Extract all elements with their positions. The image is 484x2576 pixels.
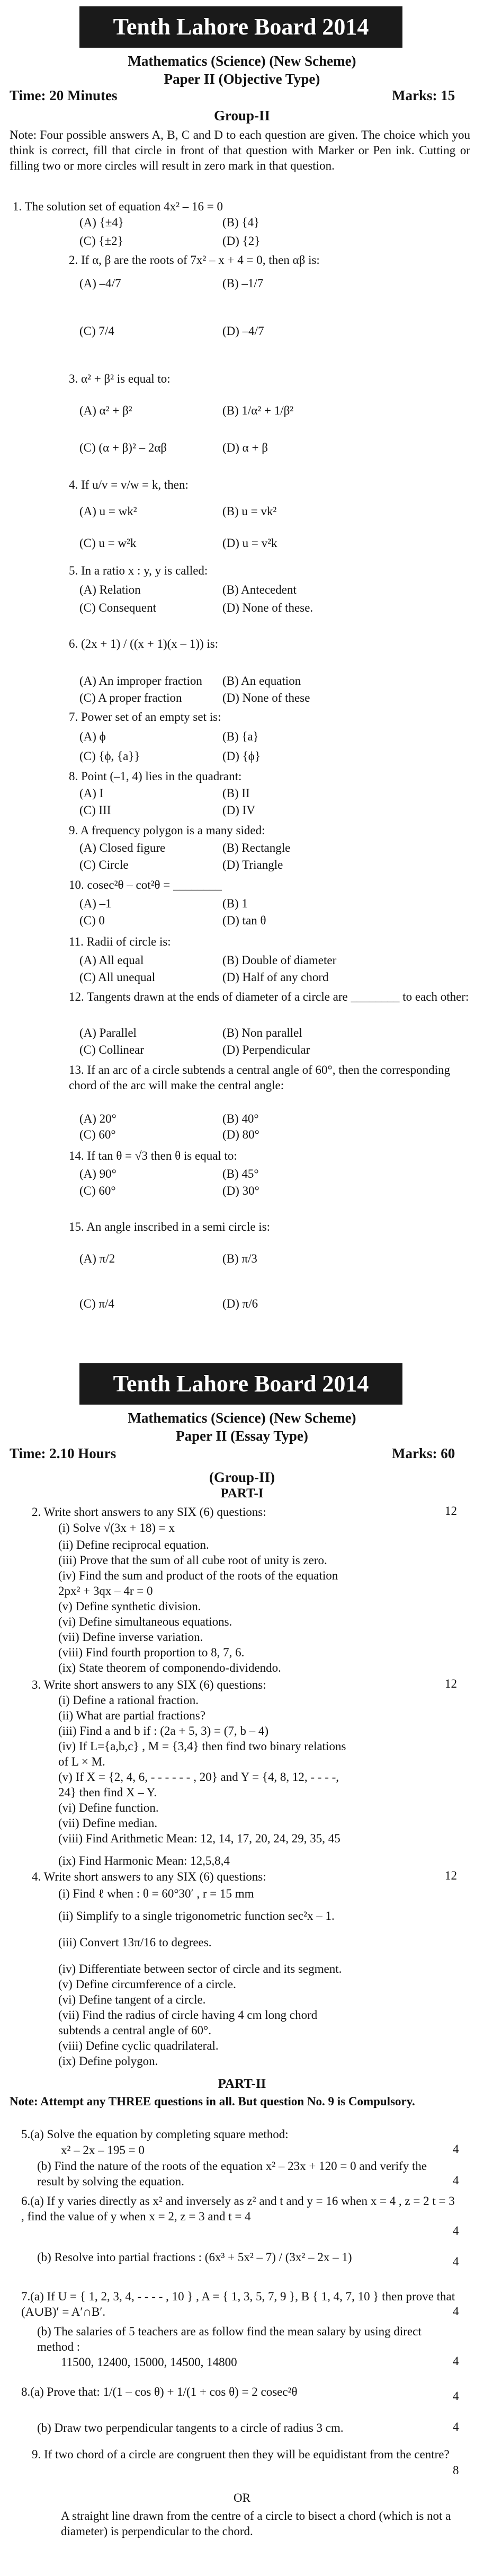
q6-part-a-marks: 4 bbox=[453, 2224, 459, 2237]
question-9: 9. A frequency polygon is a many sided: bbox=[69, 824, 265, 837]
q14-option-b: (B) 45° bbox=[222, 1167, 259, 1180]
q13-option-a: (A) 20° bbox=[79, 1112, 116, 1125]
q5-part-a-equation: x² – 2x – 195 = 0 bbox=[61, 2143, 145, 2157]
q3-item: (iii) Find a and b if : (2a + 5, 3) = (7, b – 4) bbox=[58, 1724, 269, 1737]
question-1: 1. The solution set of equation 4x² – 16 = 0 bbox=[13, 200, 223, 213]
q4-option-a: (A) u = wk² bbox=[79, 505, 137, 518]
paper1-subject: Mathematics (Science) (New Scheme) bbox=[128, 53, 356, 69]
q10-option-c: (C) 0 bbox=[79, 914, 105, 927]
q6-option-d: (D) None of these bbox=[222, 691, 310, 704]
q1-option-a: (A) {±4} bbox=[79, 216, 124, 229]
q15-option-c: (C) π/4 bbox=[79, 1297, 114, 1310]
q1-option-b: (B) {4} bbox=[222, 216, 259, 229]
q6-part-a: 6.(a) If y varies directly as x² and inversely as z² and t and y = 16 when x = 4 , z = 2 t = 3 , find the value of y when x = 2, z = 3 and t = 4 bbox=[21, 2194, 455, 2223]
q7-part-b: (b) The salaries of 5 teachers are as follow find the mean salary by using direct method : bbox=[37, 2325, 422, 2353]
q9-option-c: (C) Circle bbox=[79, 858, 129, 871]
question-9-marks: 8 bbox=[453, 2464, 459, 2477]
q3-item: (v) If X = {2, 4, 6, - - - - - - , 20} and Y = {4, 8, 12, - - - -, bbox=[58, 1770, 339, 1784]
q3-item: of L × M. bbox=[58, 1755, 105, 1768]
q8-option-d: (D) IV bbox=[222, 804, 255, 817]
q13-option-c: (C) 60° bbox=[79, 1128, 116, 1141]
paper2-group: (Group-II) bbox=[209, 1469, 275, 1485]
q3-option-a: (A) α² + β² bbox=[79, 404, 132, 417]
q1-option-c: (C) {±2} bbox=[79, 234, 123, 248]
question-12: 12. Tangents drawn at the ends of diameter of a circle are ________ to each other: bbox=[69, 990, 469, 1003]
q2-item: (iii) Prove that the sum of all cube root of unity is zero. bbox=[58, 1554, 327, 1567]
part-2-heading: PART-II bbox=[218, 2077, 266, 2091]
q4-item: (v) Define circumference of a circle. bbox=[58, 1978, 236, 1991]
part-1-heading: PART-I bbox=[220, 1486, 264, 1501]
question-13: 13. If an arc of a circle subtends a central angle of 60°, then the corresponding chord of the arc will make the central angle: bbox=[69, 1063, 450, 1092]
q12-option-c: (C) Collinear bbox=[79, 1043, 144, 1056]
q4-item: (i) Find ℓ when : θ = 60°30′ , r = 15 mm bbox=[58, 1887, 254, 1900]
q2-item: (vii) Define inverse variation. bbox=[58, 1630, 203, 1644]
q6-option-b: (B) An equation bbox=[222, 674, 301, 687]
q2-option-b: (B) –1/7 bbox=[222, 277, 264, 290]
paper1-group: Group-II bbox=[213, 108, 271, 123]
question-10: 10. cosec²θ – cot²θ = ________ bbox=[69, 878, 222, 892]
q7-option-c: (C) {ϕ, {a}} bbox=[79, 749, 140, 763]
q2-item: (i) Solve √(3x + 18) = x bbox=[58, 1521, 175, 1534]
q2-item: 2px² + 3qx – 4r = 0 bbox=[58, 1584, 153, 1598]
q2-item: (v) Define synthetic division. bbox=[58, 1600, 201, 1613]
q4-item: (ix) Define polygon. bbox=[58, 2054, 158, 2068]
paper2-banner: Tenth Lahore Board 2014 bbox=[79, 1363, 402, 1405]
q6-option-c: (C) A proper fraction bbox=[79, 691, 182, 704]
q9-option-d: (D) Triangle bbox=[222, 858, 283, 871]
q15-option-b: (B) π/3 bbox=[222, 1252, 257, 1265]
q4-item: (viii) Define cyclic quadrilateral. bbox=[58, 2039, 219, 2052]
q15-option-d: (D) π/6 bbox=[222, 1297, 258, 1310]
part-2-note: Note: Attempt any THREE questions in all. But question No. 9 is Compulsory. bbox=[10, 2095, 415, 2108]
q3-item: (ii) What are partial fractions? bbox=[58, 1709, 205, 1722]
q6-part-b-marks: 4 bbox=[453, 2255, 459, 2268]
q11-option-b: (B) Double of diameter bbox=[222, 954, 337, 967]
q3-item: (iv) If L={a,b,c} , M = {3,4} then find two binary relations bbox=[58, 1740, 346, 1753]
paper1-marks: Marks: 15 bbox=[392, 87, 455, 103]
q2-item: (ix) State theorem of componendo-dividendo. bbox=[58, 1661, 281, 1674]
q3-option-c: (C) (α + β)² – 2αβ bbox=[79, 441, 167, 454]
q7-option-a: (A) ϕ bbox=[79, 730, 106, 743]
q8-option-c: (C) III bbox=[79, 804, 111, 817]
q3-item: (vi) Define function. bbox=[58, 1801, 159, 1814]
paper2-time: Time: 2.10 Hours bbox=[10, 1445, 116, 1461]
q7-part-a: 7.(a) If U = { 1, 2, 3, 4, - - - - , 10 } , A = { 1, 3, 5, 7, 9 }, B { 1, 4, 7, 10 } then prove that (A∪B)′ = A′∩B′. bbox=[21, 2290, 455, 2318]
q15-option-a: (A) π/2 bbox=[79, 1252, 115, 1265]
q14-option-c: (C) 60° bbox=[79, 1184, 116, 1197]
q8-part-b: (b) Draw two perpendicular tangents to a circle of radius 3 cm. bbox=[37, 2421, 344, 2434]
q7-option-b: (B) {a} bbox=[222, 730, 259, 743]
q8-part-b-marks: 4 bbox=[453, 2420, 459, 2433]
essay-question-2: 2. Write short answers to any SIX (6) questions: bbox=[32, 1505, 266, 1519]
question-11: 11. Radii of circle is: bbox=[69, 935, 171, 948]
q3-item: (vii) Define median. bbox=[58, 1816, 158, 1830]
q1-option-d: (D) {2} bbox=[222, 234, 261, 248]
paper1-note: Note: Four possible answers A, B, C and D to each question are given. The choice which you think is correct, fill that circle in front of that question with Marker or Pen ink. Cutting or filling two or more circles will result in zero mark in that question. bbox=[10, 128, 470, 172]
q5-part-b: (b) Find the nature of the roots of the equation x² – 23x + 120 = 0 and verify the result by solving the equation. bbox=[37, 2159, 427, 2188]
q2-option-a: (A) –4/7 bbox=[79, 277, 121, 290]
q4-item: (iii) Convert 13π/16 to degrees. bbox=[58, 1936, 212, 1949]
q8-option-a: (A) I bbox=[79, 787, 104, 800]
q3-item: (i) Define a rational fraction. bbox=[58, 1693, 199, 1707]
question-3: 3. α² + β² is equal to: bbox=[69, 372, 171, 385]
q13-option-b: (B) 40° bbox=[222, 1112, 259, 1125]
q8-option-b: (B) II bbox=[222, 787, 250, 800]
q2-item: (viii) Find fourth proportion to 8, 7, 6. bbox=[58, 1646, 245, 1659]
q7-part-b-marks: 4 bbox=[453, 2354, 459, 2368]
q3-option-b: (B) 1/α² + 1/β² bbox=[222, 404, 294, 417]
q3-option-d: (D) α + β bbox=[222, 441, 268, 454]
q7-part-b-data: 11500, 12400, 15000, 14500, 14800 bbox=[61, 2356, 237, 2369]
q12-option-a: (A) Parallel bbox=[79, 1026, 137, 1039]
q3-item: 24} then find X – Y. bbox=[58, 1786, 157, 1799]
q4-option-c: (C) u = w²k bbox=[79, 536, 137, 550]
q5-option-a: (A) Relation bbox=[79, 583, 141, 596]
paper2-subject: Mathematics (Science) (New Scheme) bbox=[128, 1410, 356, 1426]
q2-option-c: (C) 7/4 bbox=[79, 324, 114, 338]
essay-question-3-marks: 12 bbox=[445, 1677, 457, 1690]
q13-option-d: (D) 80° bbox=[222, 1128, 259, 1141]
q7-option-d: (D) {ϕ} bbox=[222, 749, 261, 763]
question-5: 5. In a ratio x : y, y is called: bbox=[69, 564, 208, 577]
essay-question-4-marks: 12 bbox=[445, 1869, 457, 1882]
q6-part-b: (b) Resolve into partial fractions : (6x³ + 5x² – 7) / (3x² – 2x – 1) bbox=[37, 2251, 352, 2264]
or-divider: OR bbox=[234, 2491, 250, 2504]
q3-item: (ix) Find Harmonic Mean: 12,5,8,4 bbox=[58, 1854, 230, 1867]
question-4: 4. If u/v = v/w = k, then: bbox=[69, 478, 189, 491]
q11-option-a: (A) All equal bbox=[79, 954, 144, 967]
q9-option-b: (B) Rectangle bbox=[222, 841, 291, 854]
q14-option-d: (D) 30° bbox=[222, 1184, 259, 1197]
paper2-marks: Marks: 60 bbox=[392, 1445, 455, 1461]
q5-option-d: (D) None of these. bbox=[222, 601, 313, 614]
q9-option-a: (A) Closed figure bbox=[79, 841, 166, 854]
q8-part-a: 8.(a) Prove that: 1/(1 – cos θ) + 1/(1 + cos θ) = 2 cosec²θ bbox=[21, 2385, 298, 2398]
question-15: 15. An angle inscribed in a semi circle is: bbox=[69, 1220, 271, 1233]
q10-option-b: (B) 1 bbox=[222, 897, 248, 910]
q11-option-c: (C) All unequal bbox=[79, 971, 156, 984]
question-6: 6. (2x + 1) / ((x + 1)(x – 1)) is: bbox=[69, 637, 219, 650]
question-9-alternative: A straight line drawn from the centre of a circle to bisect a chord (which is not a diameter) is perpendicular to the chord. bbox=[61, 2509, 451, 2538]
essay-question-3: 3. Write short answers to any SIX (6) questions: bbox=[32, 1678, 266, 1691]
q8-part-a-marks: 4 bbox=[453, 2389, 459, 2403]
q4-item: (ii) Simplify to a single trigonometric function sec²x – 1. bbox=[58, 1909, 335, 1922]
q6-option-a: (A) An improper fraction bbox=[79, 674, 202, 687]
question-9-essay: 9. If two chord of a circle are congruent then they will be equidistant from the centre? bbox=[32, 2448, 450, 2461]
paper1-time: Time: 20 Minutes bbox=[10, 87, 118, 103]
q4-item: (vi) Define tangent of a circle. bbox=[58, 1993, 206, 2006]
paper2-paper-type: Paper II (Essay Type) bbox=[176, 1428, 308, 1444]
q5-part-b-marks: 4 bbox=[453, 2174, 459, 2187]
paper1-banner: Tenth Lahore Board 2014 bbox=[79, 6, 402, 48]
q4-item: (iv) Differentiate between sector of circle and its segment. bbox=[58, 1962, 342, 1975]
q4-item: subtends a central angle of 60°. bbox=[58, 2024, 211, 2037]
q11-option-d: (D) Half of any chord bbox=[222, 971, 329, 984]
q4-option-b: (B) u = vk² bbox=[222, 505, 277, 518]
paper1-paper-type: Paper II (Objective Type) bbox=[164, 71, 320, 87]
q3-item: (viii) Find Arithmetic Mean: 12, 14, 17, 20, 24, 29, 35, 45 bbox=[58, 1832, 340, 1845]
essay-question-4: 4. Write short answers to any SIX (6) questions: bbox=[32, 1870, 266, 1883]
q2-item: (ii) Define reciprocal equation. bbox=[58, 1538, 209, 1551]
q10-option-a: (A) –1 bbox=[79, 897, 112, 910]
question-7: 7. Power set of an empty set is: bbox=[69, 710, 221, 724]
q2-option-d: (D) –4/7 bbox=[222, 324, 264, 338]
q5-option-c: (C) Consequent bbox=[79, 601, 157, 614]
q2-item: (iv) Find the sum and product of the roots of the equation bbox=[58, 1569, 338, 1582]
q12-option-d: (D) Perpendicular bbox=[222, 1043, 310, 1056]
q10-option-d: (D) tan θ bbox=[222, 914, 266, 927]
question-8: 8. Point (–1, 4) lies in the quadrant: bbox=[69, 770, 242, 783]
q5-part-a: 5.(a) Solve the equation by completing square method: bbox=[21, 2128, 289, 2141]
q5-part-a-marks: 4 bbox=[453, 2142, 459, 2156]
q12-option-b: (B) Non parallel bbox=[222, 1026, 302, 1039]
essay-question-2-marks: 12 bbox=[445, 1504, 457, 1518]
q7-part-a-marks: 4 bbox=[453, 2305, 459, 2318]
q2-item: (vi) Define simultaneous equations. bbox=[58, 1615, 232, 1628]
q5-option-b: (B) Antecedent bbox=[222, 583, 297, 596]
q4-item: (vii) Find the radius of circle having 4 cm long chord bbox=[58, 2008, 318, 2022]
q14-option-a: (A) 90° bbox=[79, 1167, 116, 1180]
q4-option-d: (D) u = v²k bbox=[222, 536, 277, 550]
question-2: 2. If α, β are the roots of 7x² – x + 4 = 0, then αβ is: bbox=[69, 253, 320, 267]
question-14: 14. If tan θ = √3 then θ is equal to: bbox=[69, 1149, 237, 1162]
